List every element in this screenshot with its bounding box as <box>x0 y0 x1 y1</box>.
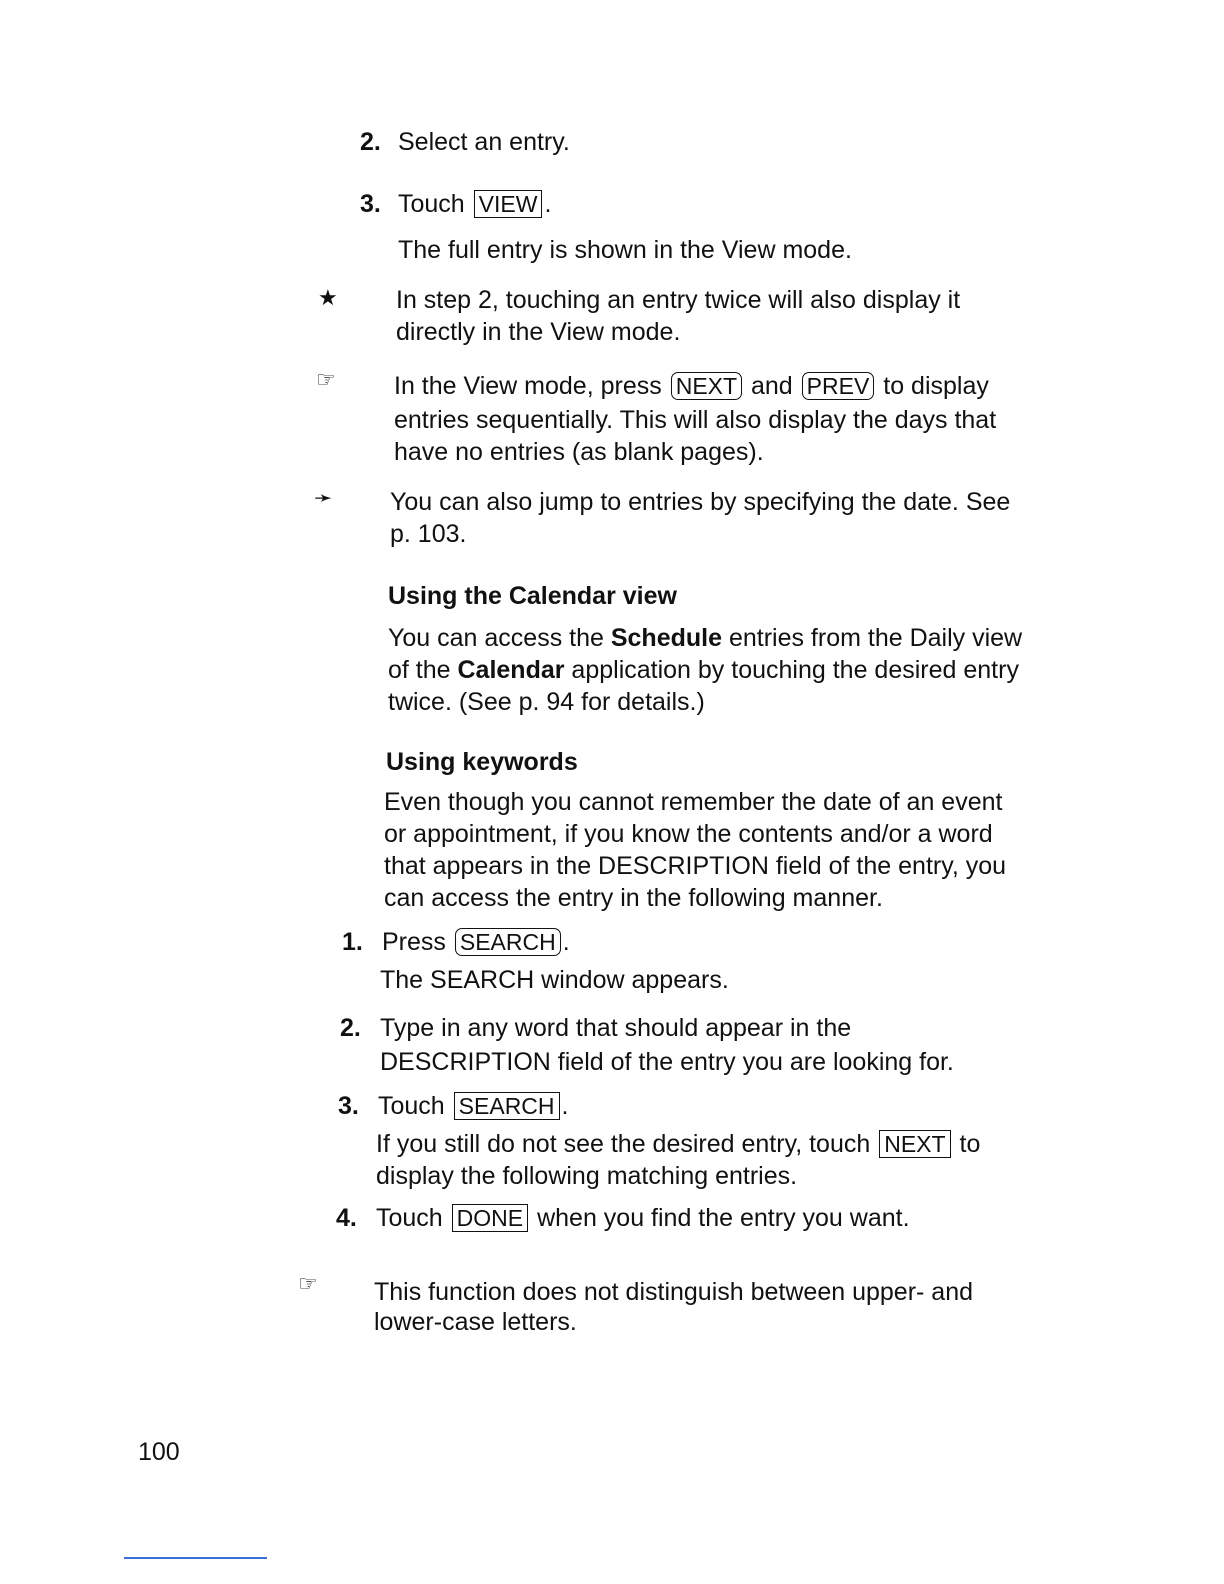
step-text-after: . <box>561 1092 569 1120</box>
step-text <box>376 1128 980 1160</box>
step-text: DESCRIPTION field of the entry you are looking for. <box>380 1048 954 1076</box>
note-text: In the View mode, press <box>394 372 662 400</box>
search-key: SEARCH <box>454 1092 560 1120</box>
prev-key: PREV <box>802 372 875 400</box>
note-line: lower-case letters. <box>374 1308 577 1336</box>
step-number: 1. <box>342 928 363 956</box>
step-text: to <box>959 1130 981 1158</box>
step-text-before: Touch <box>376 1204 443 1232</box>
done-key: DONE <box>452 1204 528 1232</box>
body-line: or appointment, if you know the contents and/or a word <box>384 820 993 848</box>
view-key: VIEW <box>474 190 543 218</box>
star-check-icon: ★ <box>318 285 338 310</box>
step-text-after: . <box>544 190 552 218</box>
body-text: You can access the <box>388 624 611 652</box>
body-text: of the <box>388 656 458 684</box>
note-text: to display <box>883 372 989 400</box>
step-result: The full entry is shown in the View mode. <box>398 236 852 264</box>
step-text-after: when you find the entry you want. <box>537 1204 910 1232</box>
search-key: SEARCH <box>455 928 561 956</box>
note-line: have no entries (as blank pages). <box>394 438 764 466</box>
step-text-before: Press <box>382 928 446 956</box>
note-line: directly in the View mode. <box>396 318 681 346</box>
step-text-after: . <box>562 928 570 956</box>
step-result: The SEARCH window appears. <box>380 966 729 994</box>
arrow-icon: ➛ <box>314 485 333 510</box>
body-line: Even though you cannot remember the date of an event <box>384 788 1003 816</box>
next-key: NEXT <box>671 372 742 400</box>
body-text: application by touching the desired entry <box>564 656 1019 684</box>
body-line <box>388 654 1019 686</box>
step-text <box>378 1090 568 1122</box>
step-number: 3. <box>338 1092 359 1120</box>
section-heading: Using the Calendar view <box>388 582 677 610</box>
step-number: 2. <box>340 1014 361 1042</box>
body-line: that appears in the DESCRIPTION field of the entry, you <box>384 852 1007 880</box>
footer-rule <box>124 1557 267 1559</box>
step-number: 2. <box>360 128 381 156</box>
step-number: 4. <box>336 1204 357 1232</box>
note-text: and <box>751 372 793 400</box>
note-line: In step 2, touching an entry twice will also display it <box>396 286 961 314</box>
step-text <box>376 1202 910 1234</box>
page-number: 100 <box>138 1438 180 1466</box>
step-number: 3. <box>360 190 381 218</box>
note-line: p. 103. <box>390 520 467 548</box>
pointing-hand-icon: ☞ <box>316 367 336 392</box>
step-text: If you still do not see the desired entry, touch <box>376 1130 871 1158</box>
body-line: can access the entry in the following manner. <box>384 884 883 912</box>
step-text-before: Touch <box>398 190 465 218</box>
step-text <box>382 926 570 958</box>
body-line: twice. (See p. 94 for details.) <box>388 688 705 716</box>
body-line <box>388 622 1022 654</box>
note-line: You can also jump to entries by specifying the date. See <box>390 488 1011 516</box>
step-text <box>398 188 551 220</box>
body-bold: Calendar <box>457 656 565 684</box>
next-key: NEXT <box>879 1130 950 1158</box>
step-text: display the following matching entries. <box>376 1162 798 1190</box>
section-heading: Using keywords <box>386 748 578 776</box>
note-line: This function does not distinguish between upper- and <box>374 1278 973 1306</box>
body-text: entries from the Daily view <box>722 624 1023 652</box>
pointing-hand-icon: ☞ <box>298 1271 318 1296</box>
step-text-before: Touch <box>378 1092 445 1120</box>
body-bold: Schedule <box>610 624 722 652</box>
step-text: Type in any word that should appear in the <box>380 1014 852 1042</box>
note-line: entries sequentially. This will also display the days that <box>394 406 997 434</box>
step-text: Select an entry. <box>398 128 570 156</box>
note-line <box>394 370 989 402</box>
